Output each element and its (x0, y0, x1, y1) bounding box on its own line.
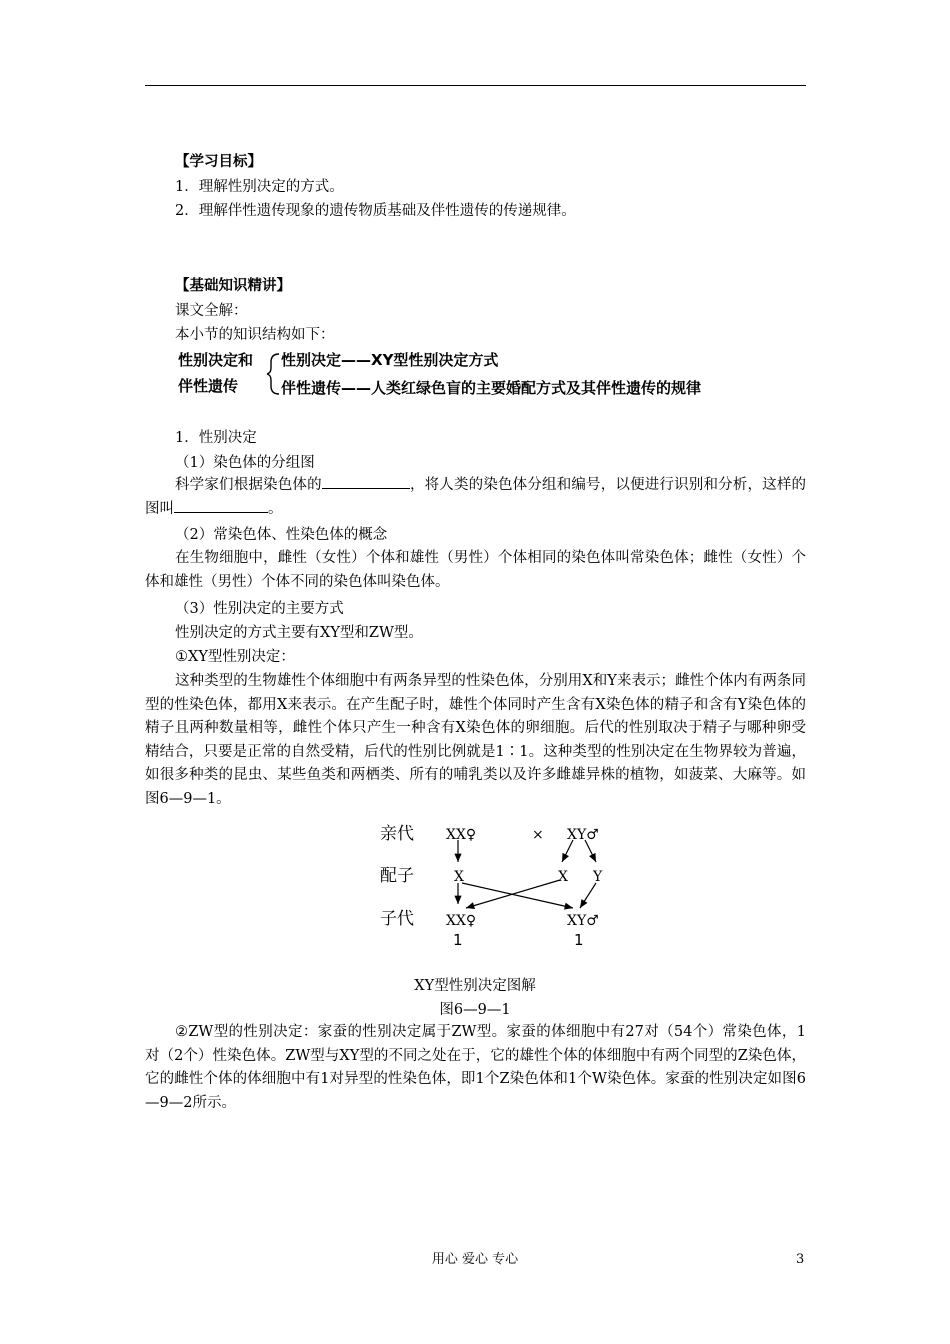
offspring-female: XX♀ (446, 913, 477, 929)
fill-blank (174, 498, 268, 513)
subsection-title: （1）染色体的分组图 (175, 455, 315, 471)
row-label-offspring: 子代 (380, 909, 414, 929)
structure-branch: 伴性遗传——人类红绿色盲的主要婚配方式及其伴性遗传的规律 (281, 379, 702, 397)
section-title: 1．性别决定 (175, 430, 257, 446)
objective-item: 1．理解性别决定的方式。 (175, 179, 344, 195)
gamete: Y (593, 869, 603, 885)
paragraph: 科学家们根据染色体的 ，将人类的染色体分组和编号，以便进行识别和分析，这样的图叫 。 (145, 474, 806, 521)
gamete: X (558, 869, 568, 885)
subsection-title: ①XY型性别决定： (175, 649, 295, 665)
structure-root: 伴性遗传 (178, 377, 239, 395)
paragraph: ②ZW型的性别决定：家蚕的性别决定属于ZW型。家蚕的体细胞中有27对（54个）常染色体，1对（2个）性染色体。ZW型与XY型的不同之处在于，它的雄性个体的体细胞中有两个同型的Z染色体，它的雌性个体的体细胞中有1对异型的性染色体，即1个Z染色体和1个W染色体。家蚕的性别决定如图6—9—2所示。 (145, 1024, 806, 1111)
row-label-gametes: 配子 (380, 866, 414, 886)
structure-root: 性别决定和 (178, 351, 254, 369)
figure-label: 图6—9—1 (439, 1002, 511, 1018)
ratio-value: 1 (574, 931, 584, 949)
subsection-title: （3）性别决定的主要方式 (175, 601, 344, 617)
paragraph: 在生物细胞中，雌性（女性）个体和雄性（男性）个体相同的染色体叫常染色体；雌性（女性）个体和雄性（男性）个体不同的染色体叫染色体。 (145, 550, 806, 590)
diagram-caption: XY型性别决定图解 (414, 978, 536, 994)
intro-text: 本小节的知识结构如下： (175, 327, 335, 343)
fill-blank (322, 474, 410, 489)
header-rule (145, 85, 806, 86)
row-label-parents: 亲代 (380, 824, 414, 844)
cross-symbol: × (532, 827, 544, 843)
offspring-male: XY♂ (567, 913, 599, 929)
objectives-heading: 【学习目标】 (175, 153, 262, 170)
objective-item: 2．理解伴性遗传现象的遗传物质基础及伴性遗传的传递规律。 (175, 203, 576, 219)
arrow (466, 880, 560, 908)
female-parent: XX♀ (446, 827, 477, 843)
gamete: X (454, 869, 464, 885)
male-parent: XY♂ (567, 827, 599, 843)
footer-center: 用心 爱心 专心 (431, 1252, 519, 1267)
page-number: 3 (796, 1252, 805, 1267)
ratio-value: 1 (453, 931, 463, 949)
subsection-title: （2）常染色体、性染色体的概念 (175, 527, 388, 543)
basics-heading: 【基础知识精讲】 (175, 277, 291, 294)
paragraph: 性别决定的方式主要有XY型和ZW型。 (175, 625, 423, 641)
paragraph: 这种类型的生物雄性个体细胞中有两条异型的性染色体，分别用X和Y来表示；雌性个体内有两条同型的性染色体，都用X来表示。在产生配子时，雄性个体同时产生含有X染色体的精子和含有Y染色体的精子且两种数量相等，雌性个体只产生一种含有X染色体的卵细胞。后代的性别取决于精子与哪种卵受精结合，只要是正常的自然受精，后代的性别比例就是1∶1。这种类型的性别决定在生物界较为普遍，如很多种类的昆虫、某些鱼类和两栖类、所有的哺乳类以及许多雌雄异株的植物，如菠菜、大麻等。如图6—9—1。 (145, 673, 806, 807)
structure-branch: 性别决定——XY型性别决定方式 (281, 351, 499, 369)
intro-text: 课文全解： (175, 303, 248, 319)
